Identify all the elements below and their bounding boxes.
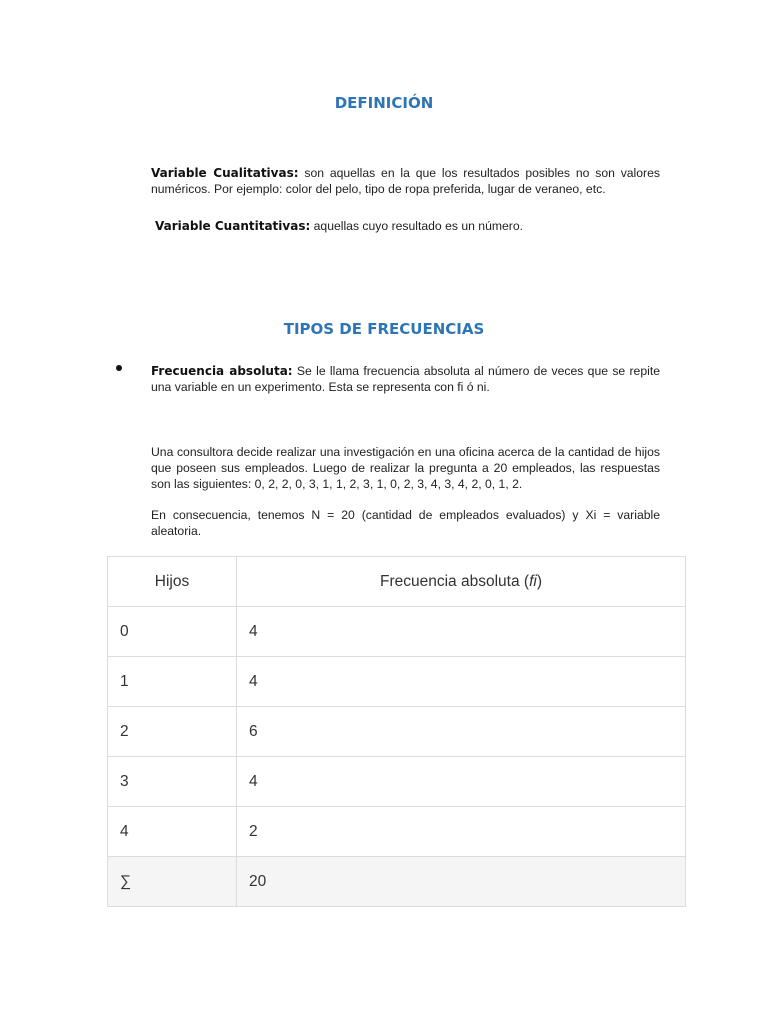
sum-value: 20	[237, 857, 686, 907]
cell-fi: 4	[237, 757, 686, 807]
header-frecuencia: Frecuencia absoluta (fi)	[237, 557, 686, 607]
absoluta-text: Se le llama frecuencia absoluta al número de veces que se repite una variable en un experimento. Esta se representa con fi ó ni.	[151, 364, 660, 394]
definition-title: DEFINICIÓN	[334, 94, 434, 112]
cuantitativas-paragraph	[155, 218, 664, 234]
table-row	[108, 657, 686, 707]
cell-hijos: 4	[108, 807, 237, 857]
absoluta-label: Frecuencia absoluta:	[151, 364, 293, 378]
cualitativas-paragraph	[151, 165, 660, 197]
fi-symbol: fi	[529, 572, 537, 590]
table-header-row	[108, 557, 686, 607]
cuantitativas-label: Variable Cuantitativas:	[155, 219, 311, 233]
table-row	[108, 707, 686, 757]
absoluta-paragraph	[151, 363, 660, 395]
table-row	[108, 757, 686, 807]
cell-fi: 4	[237, 657, 686, 707]
cell-fi: 6	[237, 707, 686, 757]
bullet-icon	[116, 365, 122, 371]
tipos-title: TIPOS DE FRECUENCIAS	[283, 320, 485, 338]
sum-symbol: ∑	[108, 857, 237, 907]
cualitativas-label: Variable Cualitativas:	[151, 166, 299, 180]
cell-hijos: 3	[108, 757, 237, 807]
table-row	[108, 807, 686, 857]
frequency-table	[107, 556, 686, 907]
cell-fi: 4	[237, 607, 686, 657]
cell-hijos: 1	[108, 657, 237, 707]
table-total-row	[108, 857, 686, 907]
header-hijos: Hijos	[108, 557, 237, 607]
cualitativas-text: son aquellas en la que los resultados posibles no son valores numéricos. Por ejemplo: color del pelo, tipo de ropa preferida, lugar de veraneo, etc.	[151, 166, 660, 196]
table-row	[108, 607, 686, 657]
cell-hijos: 0	[108, 607, 237, 657]
example-paragraph-2: En consecuencia, tenemos N = 20 (cantidad de empleados evaluados) y Xi = variable aleatoria.	[151, 508, 660, 538]
cell-hijos: 2	[108, 707, 237, 757]
example-paragraph-1: Una consultora decide realizar una investigación en una oficina acerca de la cantidad de hijos que poseen sus empleados. Luego de realizar la pregunta a 20 empleados, las respuestas son las siguientes: 0, 2, 2, 0, 3, 1, 1, 2, 3, 1, 0, 2, 3, 4, 3, 4, 2, 0, 1, 2.	[151, 445, 660, 491]
cell-fi: 2	[237, 807, 686, 857]
cuantitativas-text: aquellas cuyo resultado es un número.	[310, 219, 523, 233]
